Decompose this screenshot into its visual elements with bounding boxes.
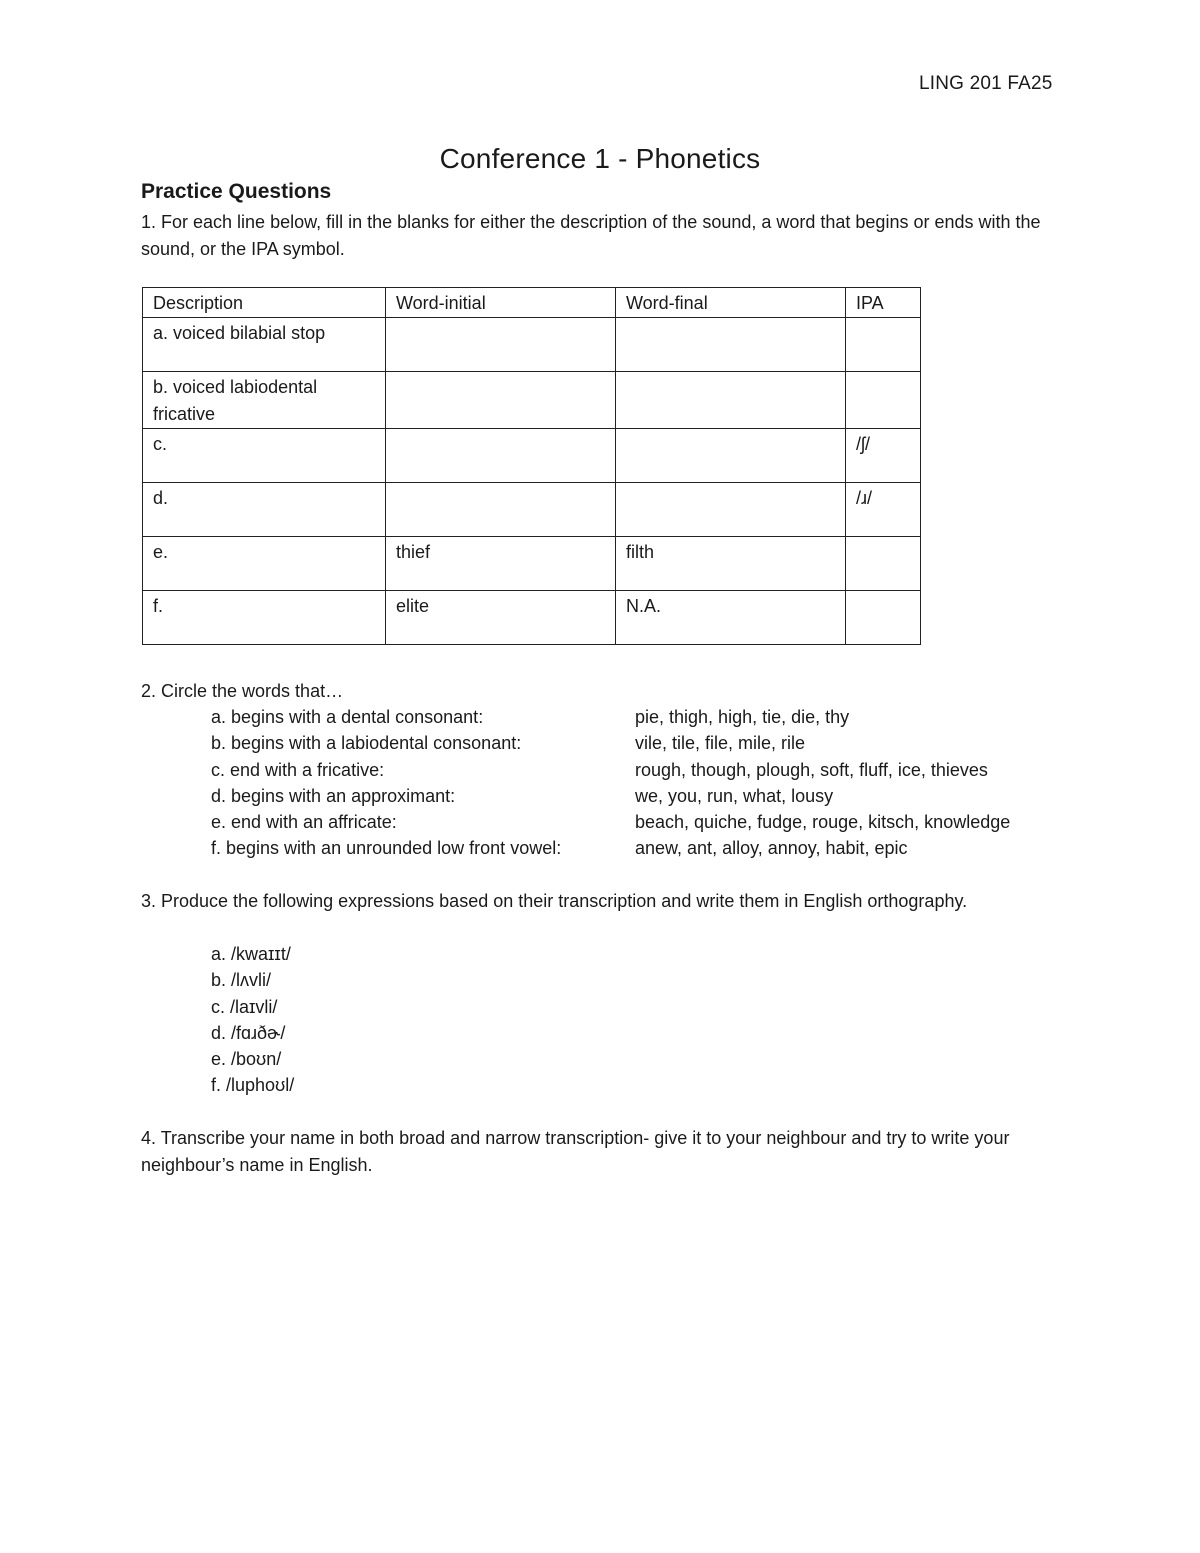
list-item: c. /laɪvli/ bbox=[211, 996, 278, 1017]
list-item bbox=[211, 809, 1111, 835]
question-3-text: 3. Produce the following expressions based on their transcription and write them in English orthography. bbox=[141, 891, 968, 911]
cell-word-final[interactable] bbox=[616, 372, 846, 429]
cell-ipa[interactable] bbox=[846, 318, 921, 372]
list-item bbox=[211, 730, 1111, 756]
list-item bbox=[211, 704, 1111, 730]
cell-ipa[interactable] bbox=[846, 591, 921, 645]
q2-prompt: c. end with a fricative: bbox=[211, 759, 385, 780]
question-3-list bbox=[211, 941, 294, 1099]
cell-ipa: /ɹ/ bbox=[846, 483, 921, 537]
q2-word-choices[interactable]: beach, quiche, fudge, rouge, kitsch, knowledge bbox=[635, 812, 1011, 833]
cell-word-initial[interactable] bbox=[386, 429, 616, 483]
q2-prompt: e. end with an affricate: bbox=[211, 812, 397, 833]
q2-prompt: a. begins with a dental consonant: bbox=[211, 707, 484, 727]
q2-prompt: f. begins with an unrounded low front vowel: bbox=[211, 838, 562, 859]
q2-word-choices[interactable]: pie, thigh, high, tie, die, thy bbox=[635, 707, 850, 727]
q2-prompt: d. begins with an approximant: bbox=[211, 785, 456, 806]
cell-description[interactable]: d. bbox=[143, 483, 386, 537]
cell-word-final[interactable] bbox=[616, 429, 846, 483]
table-row bbox=[143, 483, 921, 537]
list-item: f. /luphoʊl/ bbox=[211, 1075, 295, 1096]
table-row bbox=[143, 537, 921, 591]
header-description: Description bbox=[143, 288, 386, 318]
table-row bbox=[143, 429, 921, 483]
table-row bbox=[143, 591, 921, 645]
cell-word-initial[interactable] bbox=[386, 372, 616, 429]
list-item bbox=[211, 783, 1111, 809]
list-item: e. /boʊn/ bbox=[211, 1049, 282, 1070]
phonetics-table bbox=[142, 287, 921, 645]
course-header: LING 201 FA25 bbox=[919, 73, 1053, 94]
cell-ipa[interactable] bbox=[846, 537, 921, 591]
cell-description[interactable]: c. bbox=[143, 429, 386, 483]
header-word-final: Word-final bbox=[616, 288, 846, 318]
header-ipa: IPA bbox=[846, 288, 921, 318]
cell-word-final[interactable] bbox=[616, 318, 846, 372]
cell-description: a. voiced bilabial stop bbox=[143, 318, 386, 372]
q2-word-choices[interactable]: rough, though, plough, soft, fluff, ice, thieves bbox=[635, 759, 988, 780]
q2-word-choices[interactable]: anew, ant, alloy, annoy, habit, epic bbox=[635, 838, 908, 859]
page-title: Conference 1 - Phonetics bbox=[439, 143, 761, 174]
question-4-text: 4. Transcribe your name in both broad and narrow transcription- give it to your neighbour and try to write your neighbour’s name in English. bbox=[141, 1128, 1010, 1175]
cell-ipa: /ʃ/ bbox=[846, 429, 921, 483]
cell-word-initial[interactable] bbox=[386, 318, 616, 372]
cell-word-final[interactable] bbox=[616, 483, 846, 537]
q2-prompt: b. begins with a labiodental consonant: bbox=[211, 733, 522, 754]
cell-description[interactable]: f. bbox=[143, 591, 386, 645]
list-item: b. /lʌvli/ bbox=[211, 970, 272, 991]
table-row bbox=[143, 372, 921, 429]
list-item: d. /fɑɹðɚ/ bbox=[211, 1022, 286, 1043]
q2-word-choices[interactable]: we, you, run, what, lousy bbox=[635, 785, 834, 806]
question-2-intro: 2. Circle the words that… bbox=[141, 681, 344, 701]
list-item bbox=[211, 835, 1111, 861]
cell-word-final: filth bbox=[616, 537, 846, 591]
cell-word-final: N.A. bbox=[616, 591, 846, 645]
question-1-text: 1. For each line below, fill in the blanks for either the description of the sound, a word that begins or ends with the sound, or the IPA symbol. bbox=[141, 212, 1041, 259]
question-2-list bbox=[211, 704, 1111, 862]
list-item: a. /kwaɪɪt/ bbox=[211, 944, 291, 964]
q2-word-choices[interactable]: vile, tile, file, mile, rile bbox=[635, 733, 806, 754]
cell-word-initial: elite bbox=[386, 591, 616, 645]
cell-word-initial[interactable] bbox=[386, 483, 616, 537]
list-item bbox=[211, 757, 1111, 783]
cell-description[interactable]: e. bbox=[143, 537, 386, 591]
header-word-initial: Word-initial bbox=[386, 288, 616, 318]
table-header-row bbox=[143, 288, 921, 318]
section-heading: Practice Questions bbox=[141, 180, 332, 203]
table-row bbox=[143, 318, 921, 372]
cell-word-initial: thief bbox=[386, 537, 616, 591]
cell-description: b. voiced labiodental fricative bbox=[143, 372, 386, 429]
cell-ipa[interactable] bbox=[846, 372, 921, 429]
